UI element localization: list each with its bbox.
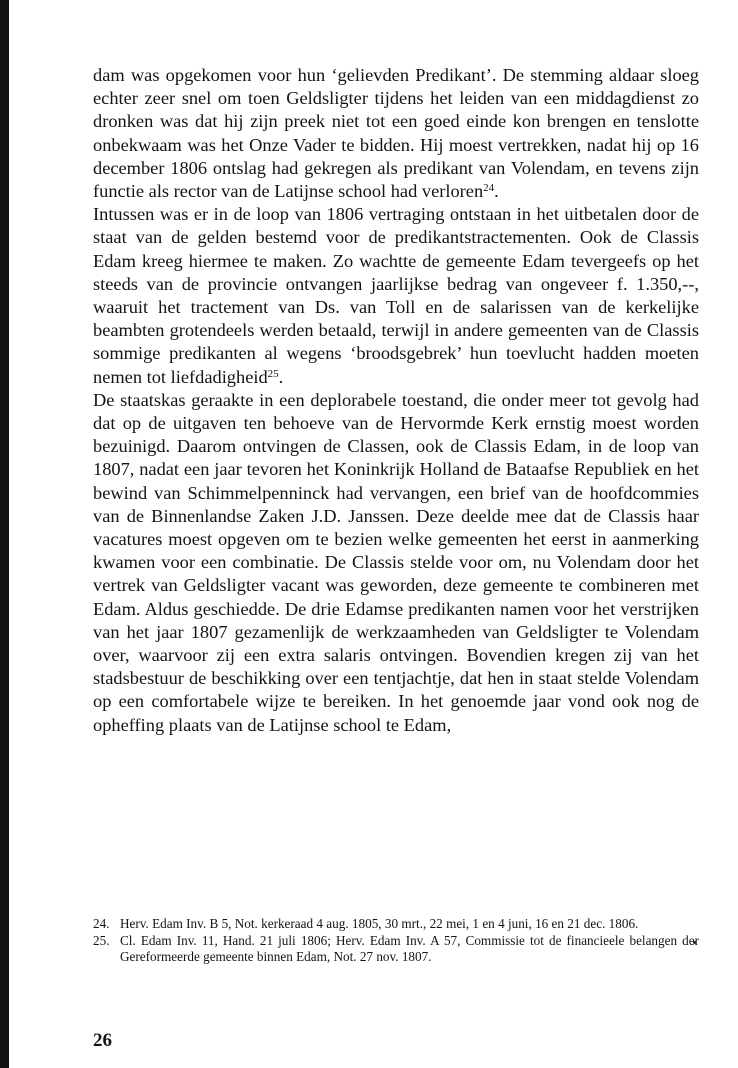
paragraph-2-text: Intussen was er in de loop van 1806 vertraging ontstaan in het uitbetalen door de staat van de gelden bestemd voor de predikantstractementen. Ook de Classis Edam kreeg hiermee te maken. Zo wachtte de gemeente Edam tevergeefs op het steeds van de provincie ontvangen jaarlijkse bedrag van ongeveer f. 1.350,--, waaruit het tractement van Ds. van Toll en de salarissen van de kerkelijke beambten grotendeels werden betaald, terwijl in andere gemeenten van de Classis sommige predikanten al wegens ‘broodsgebrek’ hun toevlucht hadden moeten nemen tot liefdadigheid: [93, 204, 699, 387]
binding-edge-shadow: [0, 0, 9, 1068]
footnote-ref-24: 24: [483, 182, 495, 195]
paragraph-3-text: De staatskas geraakte in een deplorabele toestand, die onder meer tot gevolg had dat op de uitgaven ten behoeve van de Hervormde Kerk ernstig moest worden bezuinigd. Daarom ontvingen de Classen, ook de Classis Edam, in de loop van 1807, nadat een jaar tevoren het Koninkrijk Holland de Bataafse Republiek en het bewind van Schimmelpenninck had vervangen, een brief van de hoofdcommies van de Binnenlandse Zaken J.D. Janssen. Deze deelde mee dat de Classis haar vacatures moest opgeven om te bezien welke gemeenten het eerst in aanmerking kwamen voor een combinatie. De Classis stelde voor om, nu Volendam door het vertrek van Geldsligter vacant was geworden, deze gemeente te combineren met Edam. Aldus geschiedde. De drie Edamse predikanten namen voor het verstrijken van het jaar 1807 gezamenlijk de werkzaamheden van Geldsligter te Volendam over, waarvoor zij een extra salaris ontvingen. Bovendien kregen zij van het stadsbestuur de beschikking over een tentjachtje, dat hen in staat stelde Volendam op een comfortabele wijze te bereiken. In het genoemde jaar vond ook nog de opheffing plaats van de Latijnse school te Edam,: [93, 389, 699, 735]
footnote-ref-25: 25: [267, 367, 279, 380]
footnote-24: [93, 916, 699, 933]
paragraph-1: [93, 64, 699, 203]
page-number: 26: [93, 1030, 112, 1051]
main-text-block: [93, 64, 699, 737]
paragraph-3: [93, 389, 699, 737]
footnote-number: 25.: [93, 932, 110, 948]
footnote-number: 24.: [93, 916, 110, 931]
paragraph-1-tail: .: [494, 181, 499, 202]
paragraph-2: [93, 203, 699, 389]
paragraph-1-text: dam was opgekomen voor hun ‘gelievden Predikant’. De stemming aldaar sloeg echter zeer snel om toen Geldsligter tijdens het leiden van een middagdienst zo dronken was dat hij zijn preek niet tot een goed einde kon brengen en tenslotte onbekwaam was het Onze Vader te bidden. Hij moest vertrekken, nadat hij op 16 december 1806 ontslag had gekregen als predikant van Volendam, en tevens zijn functie als rector van de Latijnse school had verloren: [93, 65, 699, 202]
paragraph-2-tail: .: [278, 366, 284, 387]
footnote-text: Herv. Edam Inv. B 5, Not. kerkeraad 4 aug. 1805, 30 mrt., 22 mei, 1 en 4 juni, 16 en 21 dec. 1806.: [120, 916, 639, 931]
footnote-25: [93, 933, 699, 966]
footnote-text: Cl. Edam Inv. 11, Hand. 21 juli 1806; Herv. Edam Inv. A 57, Commissie tot de financieele belangen der Gereformeerde gemeente binnen Edam, Not. 27 nov. 1807.: [120, 932, 699, 965]
footnotes: [93, 916, 699, 966]
